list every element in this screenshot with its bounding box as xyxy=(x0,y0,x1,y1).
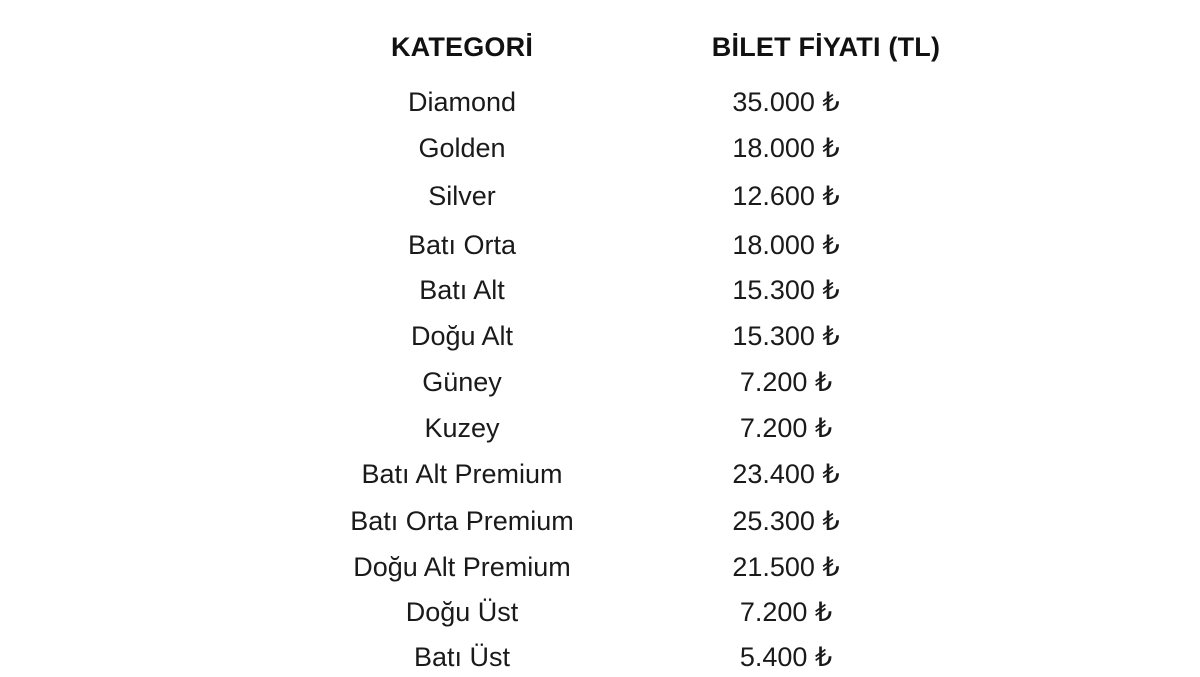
category-cell: Doğu Üst xyxy=(405,597,519,627)
table-row xyxy=(0,316,1200,356)
price-cell: 15.300 ₺ xyxy=(732,275,840,305)
price-cell: 12.600 ₺ xyxy=(732,181,840,211)
category-cell: Batı Alt xyxy=(419,275,505,305)
category-cell: Silver xyxy=(428,181,496,211)
category-cell: Batı Üst xyxy=(413,642,511,672)
table-row xyxy=(0,501,1200,541)
table-row xyxy=(0,82,1200,122)
header-category: KATEGORİ xyxy=(390,32,534,62)
price-cell: 23.400 ₺ xyxy=(732,459,840,489)
category-cell: Güney xyxy=(422,367,502,397)
category-cell: Doğu Alt xyxy=(410,321,514,351)
table-header-row xyxy=(0,27,1200,67)
category-cell: Batı Alt Premium xyxy=(361,459,563,489)
price-cell: 35.000 ₺ xyxy=(732,87,840,117)
table-row xyxy=(0,225,1200,265)
table-row xyxy=(0,176,1200,216)
table-row xyxy=(0,592,1200,632)
category-cell: Batı Orta xyxy=(407,230,517,260)
table-row xyxy=(0,362,1200,402)
category-cell: Diamond xyxy=(407,87,517,117)
table-row xyxy=(0,547,1200,587)
price-cell: 18.000 ₺ xyxy=(732,230,840,260)
category-cell: Doğu Alt Premium xyxy=(353,552,571,582)
price-cell: 7.200 ₺ xyxy=(739,597,833,627)
price-cell: 15.300 ₺ xyxy=(732,321,840,351)
table-row xyxy=(0,454,1200,494)
price-cell: 25.300 ₺ xyxy=(732,506,840,536)
price-cell: 5.400 ₺ xyxy=(739,642,833,672)
header-ticket-price: BİLET FİYATI (TL) xyxy=(711,32,941,62)
table-row xyxy=(0,637,1200,677)
price-cell: 18.000 ₺ xyxy=(732,133,840,163)
category-cell: Kuzey xyxy=(424,413,500,443)
category-cell: Golden xyxy=(418,133,506,163)
table-row xyxy=(0,128,1200,168)
price-cell: 21.500 ₺ xyxy=(732,552,840,582)
table-row xyxy=(0,408,1200,448)
price-cell: 7.200 ₺ xyxy=(739,367,833,397)
price-cell: 7.200 ₺ xyxy=(739,413,833,443)
category-cell: Batı Orta Premium xyxy=(350,506,574,536)
table-row xyxy=(0,270,1200,310)
